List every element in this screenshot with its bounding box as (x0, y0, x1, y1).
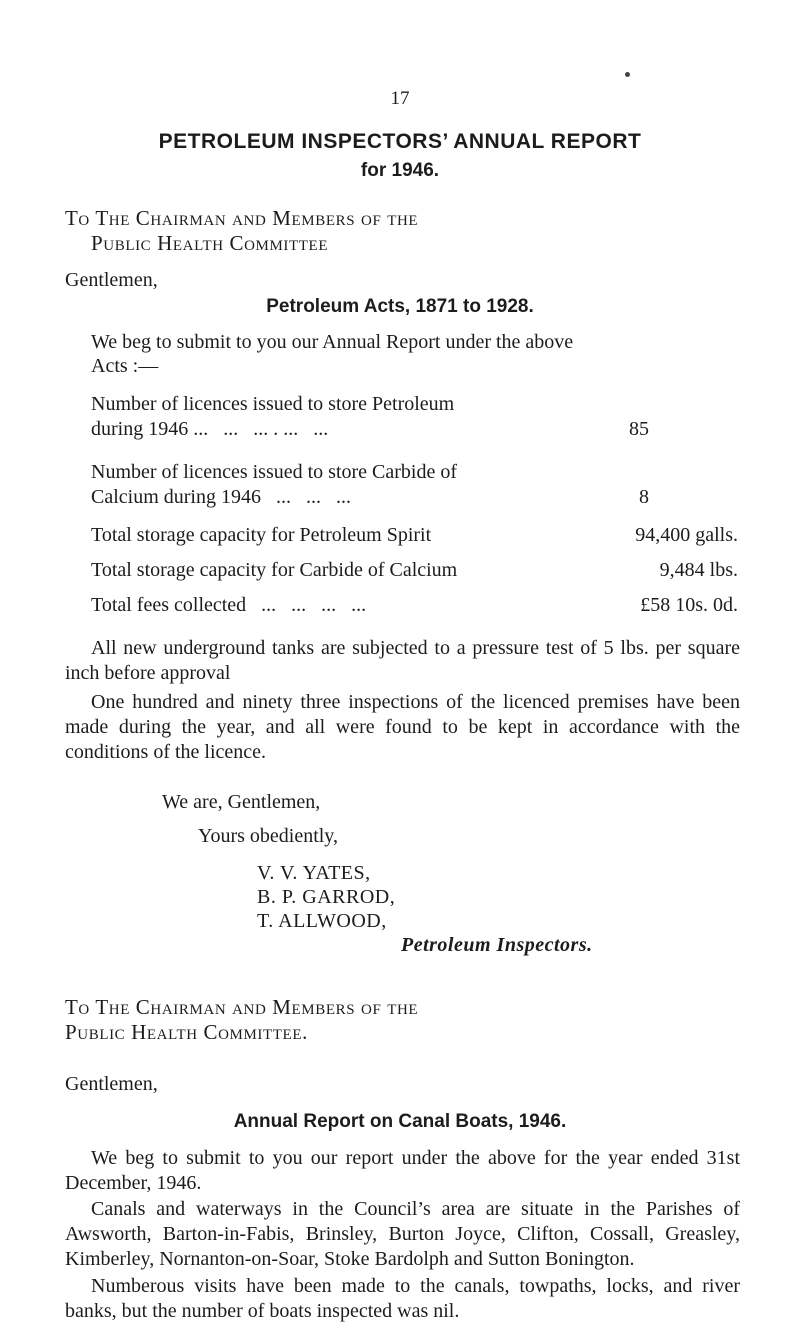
stat-row (91, 592, 738, 618)
signatory-name: T. ALLWOOD, (257, 910, 387, 932)
stat-label: during 1946 ... ... ... . ... ... (91, 418, 329, 440)
canal-visits-paragraph: Numberous visits have been made to the canals, towpaths, locks, and river banks, but the number of boats inspected was nil. (65, 1275, 740, 1322)
stat-label: Number of licences issued to store Carbide of (91, 461, 458, 483)
stat-label: Total fees collected ... ... ... ... (91, 594, 367, 616)
stat-value: 8 (639, 486, 649, 508)
closing-line-2: Yours obediently, (198, 825, 339, 847)
stat-row (91, 522, 738, 548)
stat-row (91, 416, 738, 442)
address-line-1: To The Chairman and Members of the (65, 995, 419, 1019)
address-line-2: Public Health Committee. (65, 1020, 308, 1044)
intro-line-2: Acts :— (91, 355, 159, 377)
address-line-2: Public Health Committee (91, 231, 329, 255)
ink-speck (625, 72, 630, 77)
inspections-paragraph: One hundred and ninety three inspections of the licenced premises have been made during the year, and all were found to be kept in accordance with the conditions of the licence. (65, 691, 740, 763)
canal-report-heading: Annual Report on Canal Boats, 1946. (233, 1111, 567, 1132)
address-line-1: To The Chairman and Members of the (65, 206, 419, 230)
closing-line-1: We are, Gentlemen, (162, 791, 321, 813)
stat-label: Total storage capacity for Carbide of Calcium (91, 559, 458, 581)
signatory-name: V. V. YATES, (257, 862, 371, 884)
stat-value: 85 (629, 418, 649, 440)
stat-value: 9,484 lbs. (659, 559, 738, 581)
salutation: Gentlemen, (65, 269, 158, 291)
stat-value: £58 10s. 0d. (640, 594, 738, 616)
acts-heading: Petroleum Acts, 1871 to 1928. (266, 296, 534, 317)
signatory-name: B. P. GARROD, (257, 886, 396, 908)
stat-row (91, 557, 738, 583)
stat-value: 94,400 galls. (635, 524, 738, 546)
stat-label: Total storage capacity for Petroleum Spirit (91, 524, 432, 546)
signatory-title: Petroleum Inspectors. (401, 934, 593, 956)
canal-parishes-paragraph: Canals and waterways in the Council’s area are situate in the Parishes of Awsworth, Barton-in-Fabis, Brinsley, Burton Joyce, Clifton, Cossall, Greasley, Kimberley, Nornanton-on-Soar, Stoke Bardolph and Sutton Bonington. (65, 1198, 740, 1270)
canal-intro-paragraph: We beg to submit to you our report under the above for the year ended 31st December, 1946. (65, 1147, 740, 1194)
salutation: Gentlemen, (65, 1073, 158, 1095)
stat-row (91, 484, 738, 510)
intro-line-1: We beg to submit to you our Annual Report under the above (91, 331, 574, 353)
report-title: PETROLEUM INSPECTORS’ ANNUAL REPORT (158, 130, 642, 153)
page-number: 17 (390, 88, 410, 109)
report-subtitle: for 1946. (360, 160, 440, 181)
pressure-test-paragraph: All new underground tanks are subjected to a pressure test of 5 lbs. per square inch before approval (65, 637, 740, 684)
stat-label: Calcium during 1946 ... ... ... (91, 486, 351, 508)
stat-label: Number of licences issued to store Petroleum (91, 393, 455, 415)
